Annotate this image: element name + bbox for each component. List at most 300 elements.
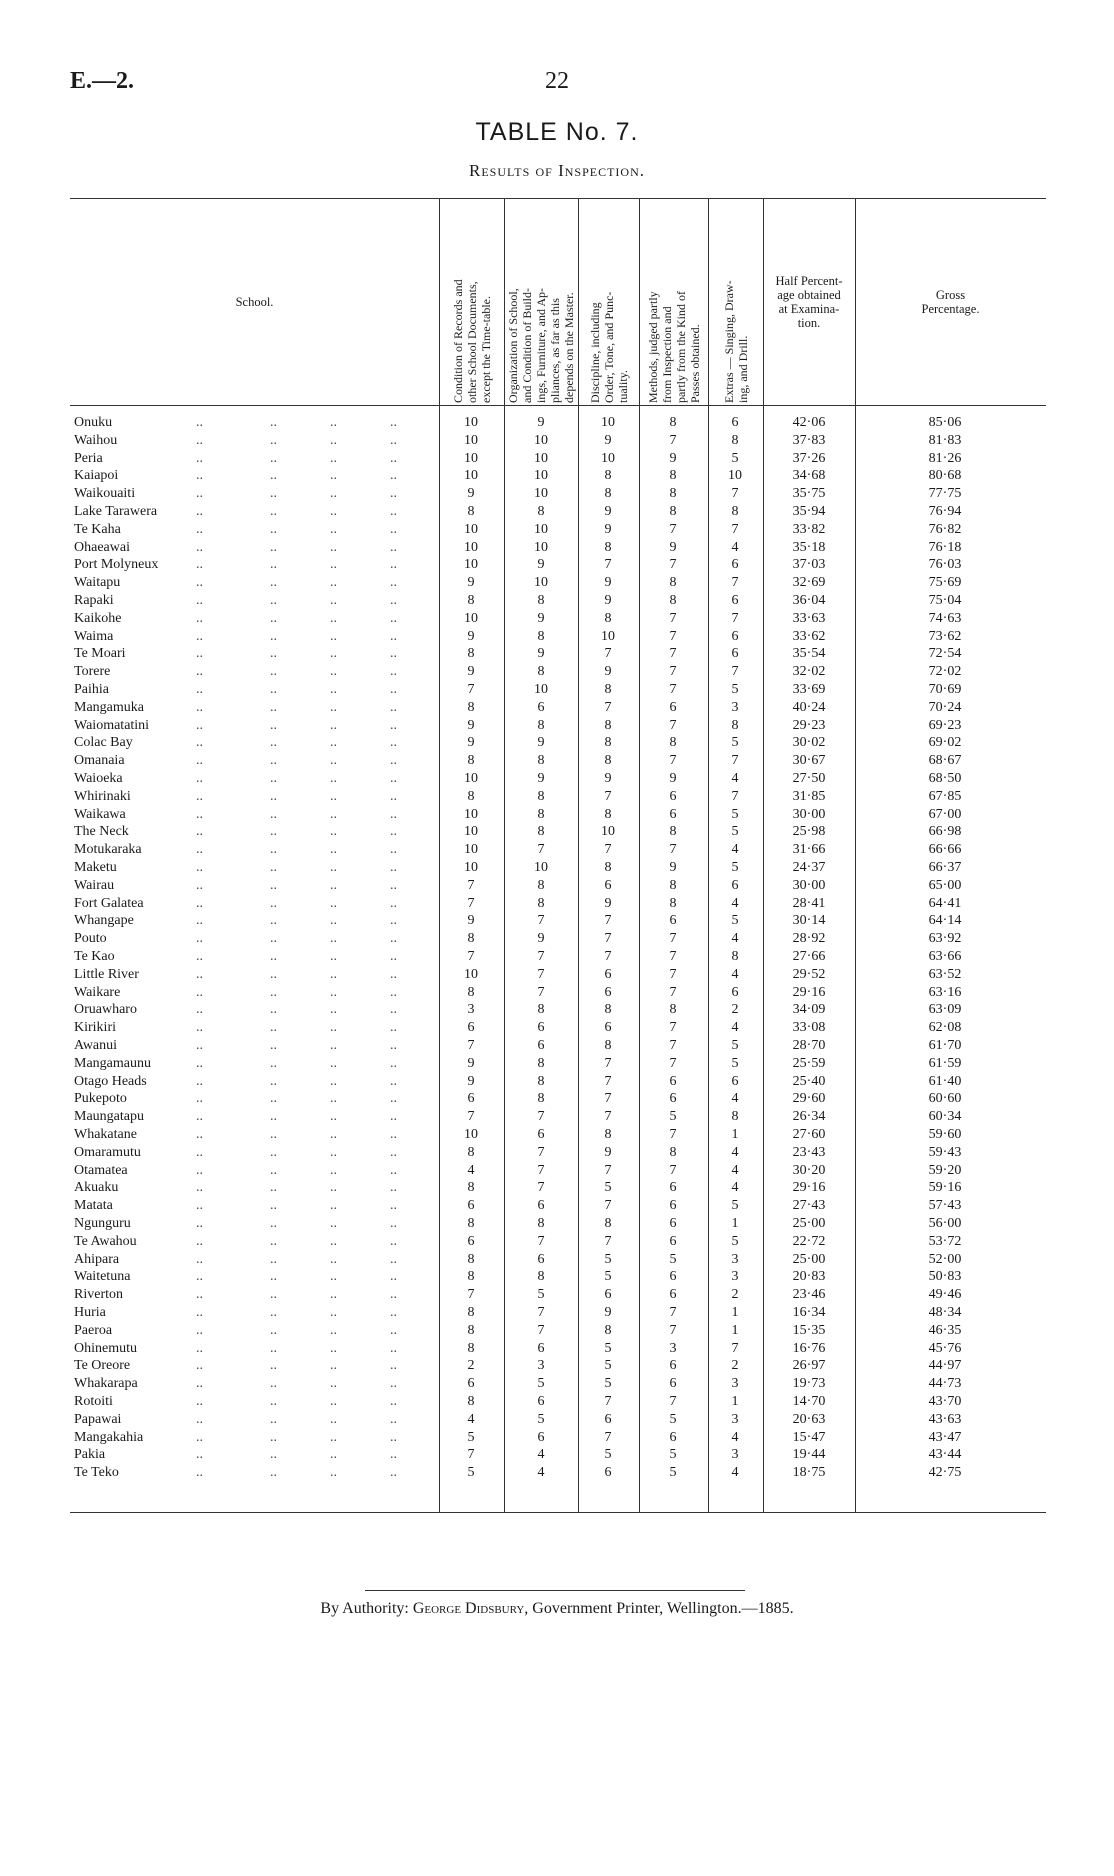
leader-dots: .. xyxy=(330,1144,337,1160)
leader-dots: .. xyxy=(196,575,203,591)
cell-organization: 8 xyxy=(537,504,545,519)
school-name: Mangamuka xyxy=(74,699,144,715)
cell-discipline: 5 xyxy=(604,1269,612,1285)
leader-dots: .. xyxy=(330,664,337,680)
table-row xyxy=(70,841,1046,859)
cell-gross-percentage: 45·76 xyxy=(928,1340,962,1356)
cell-organization: 7 xyxy=(537,842,545,858)
school-name: Maungatapu xyxy=(74,1109,144,1125)
cell-records: 7 xyxy=(467,1109,475,1125)
school-name: Waihou xyxy=(74,432,118,448)
cell-records: 10 xyxy=(464,557,478,573)
cell-half-percentage: 27·50 xyxy=(792,771,826,786)
cell-records: 7 xyxy=(467,895,475,911)
cell-half-percentage: 34·09 xyxy=(792,1002,826,1018)
cell-records: 3 xyxy=(467,1002,475,1018)
leader-dots: .. xyxy=(196,664,203,680)
cell-extras: 8 xyxy=(731,949,739,964)
school-name: Te Oreore xyxy=(74,1358,131,1374)
leader-dots: .. xyxy=(270,895,277,911)
cell-half-percentage: 28·41 xyxy=(792,895,826,911)
cell-organization: 7 xyxy=(537,949,545,964)
footer-rule xyxy=(365,1590,745,1591)
cell-discipline: 7 xyxy=(604,842,612,858)
cell-gross-percentage: 56·00 xyxy=(928,1216,962,1231)
cell-organization: 10 xyxy=(534,521,548,537)
cell-organization: 7 xyxy=(537,1144,545,1160)
cell-discipline: 9 xyxy=(604,1305,612,1320)
table-row xyxy=(70,1090,1046,1108)
column-header-extras: Extras — Singing, Draw- ing, and Drill. xyxy=(721,279,750,403)
cell-organization: 10 xyxy=(534,682,548,697)
school-name: Te Kaha xyxy=(74,521,121,537)
leader-dots: .. xyxy=(390,1144,397,1160)
cell-half-percentage: 18·75 xyxy=(792,1465,826,1481)
cell-methods: 7 xyxy=(669,717,677,733)
cell-discipline: 8 xyxy=(604,486,612,502)
cell-records: 10 xyxy=(464,966,478,982)
cell-records: 5 xyxy=(467,1465,475,1481)
cell-organization: 10 xyxy=(534,575,548,591)
cell-methods: 6 xyxy=(669,913,677,929)
leader-dots: .. xyxy=(196,913,203,929)
cell-half-percentage: 33·62 xyxy=(792,628,826,644)
table-row xyxy=(70,574,1046,592)
cell-organization: 10 xyxy=(534,539,548,555)
cell-organization: 7 xyxy=(537,1180,545,1196)
leader-dots: .. xyxy=(330,1394,337,1409)
cell-extras: 7 xyxy=(731,610,739,626)
cell-discipline: 10 xyxy=(601,450,615,466)
table-row xyxy=(70,1375,1046,1393)
cell-half-percentage: 16·76 xyxy=(792,1340,826,1356)
cell-half-percentage: 31·66 xyxy=(792,842,826,858)
school-name: Whirinaki xyxy=(74,788,131,804)
cell-records: 10 xyxy=(464,842,478,858)
page-number: 22 xyxy=(545,68,569,94)
leader-dots: .. xyxy=(270,646,277,662)
table-row xyxy=(70,1179,1046,1197)
cell-half-percentage: 30·02 xyxy=(792,735,826,751)
leader-dots: .. xyxy=(270,1109,277,1125)
leader-dots: .. xyxy=(196,1358,203,1374)
cell-discipline: 8 xyxy=(604,1127,612,1142)
cell-methods: 8 xyxy=(669,486,677,502)
cell-discipline: 7 xyxy=(604,1429,612,1445)
cell-records: 6 xyxy=(467,1376,475,1392)
cell-discipline: 8 xyxy=(604,753,612,769)
leader-dots: .. xyxy=(390,735,397,751)
leader-dots: .. xyxy=(270,824,277,840)
leader-dots: .. xyxy=(330,1073,337,1089)
footer-printer: George Didsbury xyxy=(412,1600,525,1617)
cell-gross-percentage: 43·63 xyxy=(928,1411,962,1427)
leader-dots: .. xyxy=(390,1109,397,1125)
leader-dots: .. xyxy=(330,1216,337,1231)
table-row xyxy=(70,1197,1046,1215)
cell-gross-percentage: 76·82 xyxy=(928,521,962,537)
cell-extras: 3 xyxy=(731,1411,739,1427)
leader-dots: .. xyxy=(196,1269,203,1285)
cell-organization: 8 xyxy=(537,1091,545,1107)
table-row xyxy=(70,966,1046,984)
leader-dots: .. xyxy=(196,753,203,769)
cell-half-percentage: 35·94 xyxy=(792,504,826,519)
cell-records: 6 xyxy=(467,1233,475,1249)
leader-dots: .. xyxy=(390,931,397,947)
school-name: Ahipara xyxy=(74,1251,120,1267)
cell-gross-percentage: 75·69 xyxy=(928,575,962,591)
cell-discipline: 7 xyxy=(604,1198,612,1214)
cell-records: 6 xyxy=(467,1020,475,1036)
cell-gross-percentage: 68·67 xyxy=(928,753,962,769)
school-name: Fort Galatea xyxy=(74,895,144,911)
cell-methods: 7 xyxy=(669,1322,677,1338)
cell-organization: 5 xyxy=(537,1376,545,1392)
school-name: Port Molyneux xyxy=(74,557,159,573)
cell-half-percentage: 33·63 xyxy=(792,610,826,626)
school-name: Pukepoto xyxy=(74,1091,127,1107)
cell-methods: 6 xyxy=(669,1429,677,1445)
column-header-organization: Organization of School, and Condition of Build- ings, Furniture, and Ap- pliances, as far as this depends on the Master. xyxy=(506,287,576,403)
leader-dots: .. xyxy=(196,468,203,484)
cell-gross-percentage: 48·34 xyxy=(928,1305,962,1320)
cell-organization: 4 xyxy=(537,1447,545,1463)
leader-dots: .. xyxy=(330,1180,337,1196)
cell-methods: 7 xyxy=(669,842,677,858)
leader-dots: .. xyxy=(330,450,337,466)
cell-records: 10 xyxy=(464,860,478,875)
school-name: Motukaraka xyxy=(74,842,142,858)
cell-half-percentage: 29·23 xyxy=(792,717,826,733)
cell-organization: 9 xyxy=(537,735,545,751)
table-row xyxy=(70,556,1046,574)
table-row xyxy=(70,1446,1046,1464)
cell-discipline: 8 xyxy=(604,1002,612,1018)
leader-dots: .. xyxy=(270,1002,277,1018)
cell-methods: 9 xyxy=(669,860,677,875)
cell-methods: 6 xyxy=(669,1358,677,1374)
cell-extras: 4 xyxy=(731,1429,739,1445)
cell-methods: 7 xyxy=(669,664,677,680)
cell-gross-percentage: 81·26 xyxy=(928,450,962,466)
leader-dots: .. xyxy=(270,1322,277,1338)
cell-gross-percentage: 61·70 xyxy=(928,1038,962,1053)
school-name: Omaramutu xyxy=(74,1144,141,1160)
cell-organization: 6 xyxy=(537,1198,545,1214)
cell-extras: 3 xyxy=(731,1269,739,1285)
cell-organization: 7 xyxy=(537,1322,545,1338)
cell-extras: 5 xyxy=(731,913,739,929)
cell-discipline: 6 xyxy=(604,1287,612,1303)
leader-dots: .. xyxy=(196,682,203,697)
cell-records: 9 xyxy=(467,1073,475,1089)
school-name: Huria xyxy=(74,1305,106,1320)
cell-gross-percentage: 67·85 xyxy=(928,788,962,804)
leader-dots: .. xyxy=(196,1216,203,1231)
column-header-school: School. xyxy=(235,294,274,309)
cell-extras: 6 xyxy=(731,557,739,573)
leader-dots: .. xyxy=(196,432,203,448)
cell-organization: 8 xyxy=(537,717,545,733)
leader-dots: .. xyxy=(270,557,277,573)
cell-records: 8 xyxy=(467,753,475,769)
leader-dots: .. xyxy=(390,1251,397,1267)
leader-dots: .. xyxy=(390,1394,397,1409)
cell-discipline: 5 xyxy=(604,1340,612,1356)
leader-dots: .. xyxy=(330,557,337,573)
cell-organization: 8 xyxy=(537,895,545,911)
cell-extras: 1 xyxy=(731,1216,739,1231)
cell-half-percentage: 33·82 xyxy=(792,521,826,537)
leader-dots: .. xyxy=(270,1287,277,1303)
cell-methods: 6 xyxy=(669,1376,677,1392)
leader-dots: .. xyxy=(270,1038,277,1053)
footer-prefix: By Authority: xyxy=(320,1600,413,1617)
cell-organization: 9 xyxy=(537,415,545,430)
cell-records: 7 xyxy=(467,949,475,964)
leader-dots: .. xyxy=(196,1020,203,1036)
leader-dots: .. xyxy=(270,1162,277,1178)
leader-dots: .. xyxy=(270,788,277,804)
cell-organization: 6 xyxy=(537,1038,545,1053)
cell-half-percentage: 35·18 xyxy=(792,539,826,555)
leader-dots: .. xyxy=(196,895,203,911)
leader-dots: .. xyxy=(270,628,277,644)
table-row xyxy=(70,1001,1046,1019)
cell-organization: 6 xyxy=(537,1127,545,1142)
cell-methods: 5 xyxy=(669,1465,677,1481)
cell-organization: 6 xyxy=(537,1394,545,1409)
cell-extras: 4 xyxy=(731,1162,739,1178)
leader-dots: .. xyxy=(390,877,397,893)
leader-dots: .. xyxy=(270,575,277,591)
cell-records: 7 xyxy=(467,1038,475,1053)
leader-dots: .. xyxy=(330,1465,337,1481)
leader-dots: .. xyxy=(270,593,277,608)
leader-dots: .. xyxy=(330,415,337,430)
cell-organization: 8 xyxy=(537,753,545,769)
cell-organization: 6 xyxy=(537,1340,545,1356)
leader-dots: .. xyxy=(330,1287,337,1303)
cell-methods: 7 xyxy=(669,931,677,947)
cell-methods: 7 xyxy=(669,682,677,697)
cell-records: 9 xyxy=(467,735,475,751)
cell-extras: 3 xyxy=(731,1251,739,1267)
leader-dots: .. xyxy=(196,877,203,893)
cell-organization: 10 xyxy=(534,860,548,875)
cell-discipline: 10 xyxy=(601,628,615,644)
cell-records: 8 xyxy=(467,1269,475,1285)
table-row xyxy=(70,521,1046,539)
school-name: Awanui xyxy=(74,1038,118,1053)
cell-discipline: 6 xyxy=(604,1020,612,1036)
leader-dots: .. xyxy=(196,1411,203,1427)
column-header-gross-percentage: Gross Percentage. xyxy=(921,287,980,316)
cell-half-percentage: 30·14 xyxy=(792,913,826,929)
cell-discipline: 9 xyxy=(604,1144,612,1160)
cell-extras: 4 xyxy=(731,1020,739,1036)
table-row xyxy=(70,948,1046,966)
cell-extras: 5 xyxy=(731,806,739,822)
cell-extras: 2 xyxy=(731,1002,739,1018)
cell-methods: 7 xyxy=(669,1038,677,1053)
cell-organization: 8 xyxy=(537,824,545,840)
cell-organization: 9 xyxy=(537,646,545,662)
cell-records: 8 xyxy=(467,1144,475,1160)
cell-methods: 6 xyxy=(669,788,677,804)
leader-dots: .. xyxy=(330,593,337,608)
leader-dots: .. xyxy=(270,717,277,733)
cell-methods: 6 xyxy=(669,1073,677,1089)
cell-methods: 7 xyxy=(669,949,677,964)
leader-dots: .. xyxy=(330,735,337,751)
cell-extras: 4 xyxy=(731,895,739,911)
cell-gross-percentage: 44·73 xyxy=(928,1376,962,1392)
leader-dots: .. xyxy=(196,1162,203,1178)
cell-half-percentage: 27·43 xyxy=(792,1198,826,1214)
cell-discipline: 8 xyxy=(604,860,612,875)
cell-half-percentage: 25·40 xyxy=(792,1073,826,1089)
cell-half-percentage: 25·98 xyxy=(792,824,826,840)
leader-dots: .. xyxy=(330,575,337,591)
table-row xyxy=(70,539,1046,557)
cell-extras: 5 xyxy=(731,1198,739,1214)
cell-methods: 6 xyxy=(669,1180,677,1196)
school-name: Mangamaunu xyxy=(74,1055,151,1071)
cell-gross-percentage: 61·59 xyxy=(928,1055,962,1071)
cell-extras: 7 xyxy=(731,788,739,804)
leader-dots: .. xyxy=(270,1429,277,1445)
cell-extras: 5 xyxy=(731,682,739,697)
cell-discipline: 8 xyxy=(604,468,612,484)
leader-dots: .. xyxy=(196,806,203,822)
cell-records: 10 xyxy=(464,415,478,430)
cell-extras: 4 xyxy=(731,966,739,982)
cell-gross-percentage: 46·35 xyxy=(928,1322,962,1338)
footer-suffix: , Government Printer, Wellington.—1885. xyxy=(524,1600,794,1617)
cell-half-percentage: 22·72 xyxy=(792,1233,826,1249)
cell-discipline: 9 xyxy=(604,432,612,448)
cell-half-percentage: 36·04 xyxy=(792,593,826,608)
leader-dots: .. xyxy=(390,824,397,840)
school-name: Te Kao xyxy=(74,949,115,964)
table-row xyxy=(70,432,1046,450)
cell-discipline: 7 xyxy=(604,949,612,964)
cell-gross-percentage: 59·60 xyxy=(928,1127,962,1142)
leader-dots: .. xyxy=(270,1465,277,1481)
leader-dots: .. xyxy=(196,1038,203,1053)
cell-gross-percentage: 70·69 xyxy=(928,682,962,697)
leader-dots: .. xyxy=(270,1394,277,1409)
cell-records: 6 xyxy=(467,1198,475,1214)
leader-dots: .. xyxy=(330,877,337,893)
cell-methods: 9 xyxy=(669,450,677,466)
leader-dots: .. xyxy=(390,1305,397,1320)
leader-dots: .. xyxy=(330,1269,337,1285)
leader-dots: .. xyxy=(330,486,337,502)
cell-records: 10 xyxy=(464,824,478,840)
leader-dots: .. xyxy=(270,966,277,982)
leader-dots: .. xyxy=(330,1198,337,1214)
school-name: Te Awahou xyxy=(74,1233,137,1249)
leader-dots: .. xyxy=(270,1055,277,1071)
cell-extras: 5 xyxy=(731,1233,739,1249)
cell-gross-percentage: 52·00 xyxy=(928,1251,962,1267)
leader-dots: .. xyxy=(390,1180,397,1196)
table-row xyxy=(70,912,1046,930)
cell-organization: 8 xyxy=(537,593,545,608)
table-row xyxy=(70,1268,1046,1286)
cell-extras: 5 xyxy=(731,450,739,466)
cell-discipline: 7 xyxy=(604,1073,612,1089)
leader-dots: .. xyxy=(270,1127,277,1142)
column-header-half-percentage: Half Percent- age obtained at Examina- tion. xyxy=(775,273,843,330)
leader-dots: .. xyxy=(196,1233,203,1249)
leader-dots: .. xyxy=(390,593,397,608)
table-row xyxy=(70,734,1046,752)
leader-dots: .. xyxy=(330,1109,337,1125)
cell-half-percentage: 30·00 xyxy=(792,877,826,893)
cell-gross-percentage: 81·83 xyxy=(928,432,962,448)
cell-half-percentage: 30·67 xyxy=(792,753,826,769)
cell-half-percentage: 33·69 xyxy=(792,682,826,697)
school-name: Otamatea xyxy=(74,1162,128,1178)
leader-dots: .. xyxy=(390,753,397,769)
leader-dots: .. xyxy=(270,1091,277,1107)
table-row xyxy=(70,628,1046,646)
leader-dots: .. xyxy=(196,735,203,751)
cell-extras: 1 xyxy=(731,1305,739,1320)
leader-dots: .. xyxy=(196,1091,203,1107)
leader-dots: .. xyxy=(390,788,397,804)
cell-gross-percentage: 61·40 xyxy=(928,1073,962,1089)
cell-methods: 8 xyxy=(669,575,677,591)
cell-methods: 8 xyxy=(669,824,677,840)
cell-gross-percentage: 69·23 xyxy=(928,717,962,733)
leader-dots: .. xyxy=(196,1287,203,1303)
leader-dots: .. xyxy=(270,1073,277,1089)
table-row xyxy=(70,752,1046,770)
cell-gross-percentage: 64·14 xyxy=(928,913,962,929)
leader-dots: .. xyxy=(330,1447,337,1463)
cell-discipline: 7 xyxy=(604,1162,612,1178)
cell-organization: 9 xyxy=(537,931,545,947)
cell-extras: 7 xyxy=(731,486,739,502)
leader-dots: .. xyxy=(330,504,337,519)
school-name: Matata xyxy=(74,1198,113,1214)
column-header-discipline: Discipline, including Order, Tone, and Punc- tuality. xyxy=(587,291,630,403)
leader-dots: .. xyxy=(330,824,337,840)
cell-records: 10 xyxy=(464,771,478,786)
cell-methods: 9 xyxy=(669,539,677,555)
table-row xyxy=(70,984,1046,1002)
leader-dots: .. xyxy=(390,610,397,626)
leader-dots: .. xyxy=(270,1305,277,1320)
cell-organization: 8 xyxy=(537,877,545,893)
school-name: Te Moari xyxy=(74,646,126,662)
school-name: The Neck xyxy=(74,824,129,840)
leader-dots: .. xyxy=(196,788,203,804)
cell-extras: 5 xyxy=(731,824,739,840)
leader-dots: .. xyxy=(196,610,203,626)
cell-half-percentage: 29·52 xyxy=(792,966,826,982)
school-name: Kirikiri xyxy=(74,1020,116,1036)
cell-methods: 8 xyxy=(669,1002,677,1018)
cell-organization: 8 xyxy=(537,1216,545,1231)
leader-dots: .. xyxy=(270,1198,277,1214)
leader-dots: .. xyxy=(330,717,337,733)
